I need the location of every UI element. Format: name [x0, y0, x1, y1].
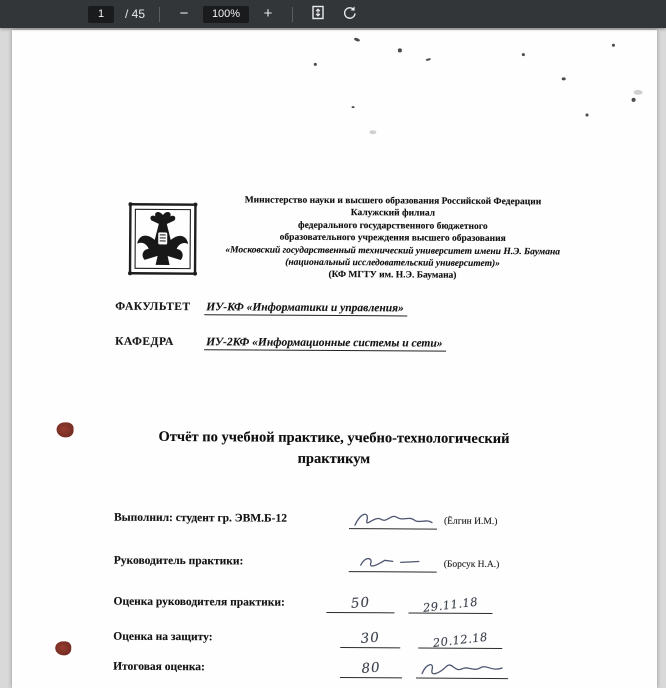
signature-line — [349, 513, 437, 530]
header-line: (КФ МГТУ им. Н.Э. Баумана) — [328, 270, 457, 282]
header-line: «Московский государственный технический университет имени Н.Э. Баумана — [225, 244, 561, 258]
university-emblem — [128, 202, 198, 276]
scan-artifact — [632, 98, 636, 102]
header-line: Министерство науки и высшего образования Российской Федерации — [244, 195, 542, 208]
scan-artifact — [522, 53, 525, 56]
pdf-toolbar — [0, 0, 666, 28]
zoom-in-button[interactable]: + — [258, 4, 278, 24]
handwritten-grade: 80 — [360, 659, 382, 677]
toolbar-divider — [159, 7, 160, 22]
header-line: образовательного учреждения высшего образования — [279, 232, 506, 245]
form-label: Оценка на защиту: — [113, 630, 213, 644]
department-label: КАФЕДРА — [115, 335, 174, 349]
handwritten-grade: 30 — [360, 629, 381, 647]
scan-artifact — [352, 106, 355, 108]
signature-line — [416, 663, 508, 680]
signature-line — [349, 556, 437, 573]
grade-line — [326, 594, 394, 613]
header-line: федерального государственного бюджетного — [297, 220, 488, 232]
zoom-level[interactable]: 100% — [203, 6, 249, 23]
document-page — [12, 30, 657, 688]
faculty-row — [12, 300, 657, 322]
scan-artifact — [314, 63, 317, 66]
grade-line — [340, 659, 402, 678]
rotate-icon — [342, 5, 357, 23]
scan-artifact — [354, 37, 361, 42]
header-line: (национальный исследовательский университет)» — [285, 257, 500, 270]
date-line — [418, 629, 502, 650]
form-row-final-grade — [12, 660, 655, 684]
form-row-supervisor-grade — [12, 595, 656, 619]
page-number-input[interactable] — [88, 6, 114, 23]
form-row-defense-grade — [12, 630, 655, 654]
handwritten-grade: 50 — [350, 594, 371, 612]
report-title-line: практикум — [297, 450, 371, 468]
zoom-out-button[interactable]: − — [174, 4, 194, 24]
scan-smudge — [369, 130, 376, 134]
form-label: Оценка руководителя практики: — [113, 595, 285, 609]
form-row-student — [12, 511, 656, 535]
student-name: (Ёлгин И.М.) — [443, 516, 498, 527]
supervisor-name: (Борсук Н.А.) — [443, 559, 500, 571]
toolbar-divider — [292, 7, 293, 22]
pdf-page-area[interactable] — [0, 28, 666, 688]
scan-artifact — [398, 48, 402, 52]
final-signature — [416, 659, 508, 682]
form-row-supervisor — [12, 554, 656, 578]
scan-artifact — [562, 77, 566, 80]
ministry-header — [215, 194, 570, 283]
scanned-content — [12, 30, 657, 688]
date-line — [408, 594, 492, 615]
scan-artifact — [426, 58, 431, 61]
department-value: ИУ-2КФ «Информационные системы и сети» — [204, 336, 447, 351]
scan-artifact — [585, 114, 588, 117]
rotate-button[interactable] — [338, 3, 360, 25]
faculty-value: ИУ-КФ «Информатики и управления» — [204, 301, 408, 316]
form-label: Итоговая оценка: — [113, 660, 205, 674]
report-title-line: Отчёт по учебной практике, учебно-технологический — [158, 428, 510, 448]
department-row — [12, 335, 657, 357]
student-signature — [349, 509, 437, 532]
fit-page-icon — [311, 5, 325, 23]
report-title — [51, 426, 616, 471]
form-label: Руководитель практики: — [113, 554, 244, 568]
scan-smudge — [634, 90, 643, 95]
scan-artifact — [612, 44, 615, 47]
faculty-label: ФАКУЛЬТЕТ — [115, 300, 191, 314]
form-label: Выполнил: студент гр. ЭВМ.Б-12 — [113, 511, 287, 525]
handwritten-date: 20.12.18 — [432, 629, 489, 650]
grade-line — [340, 629, 400, 648]
header-line: Калужский филиал — [350, 208, 436, 220]
page-count-label: / 45 — [125, 7, 146, 21]
fit-page-button[interactable] — [307, 3, 329, 25]
handwritten-date: 29.11.18 — [422, 594, 479, 615]
supervisor-signature — [349, 552, 437, 575]
